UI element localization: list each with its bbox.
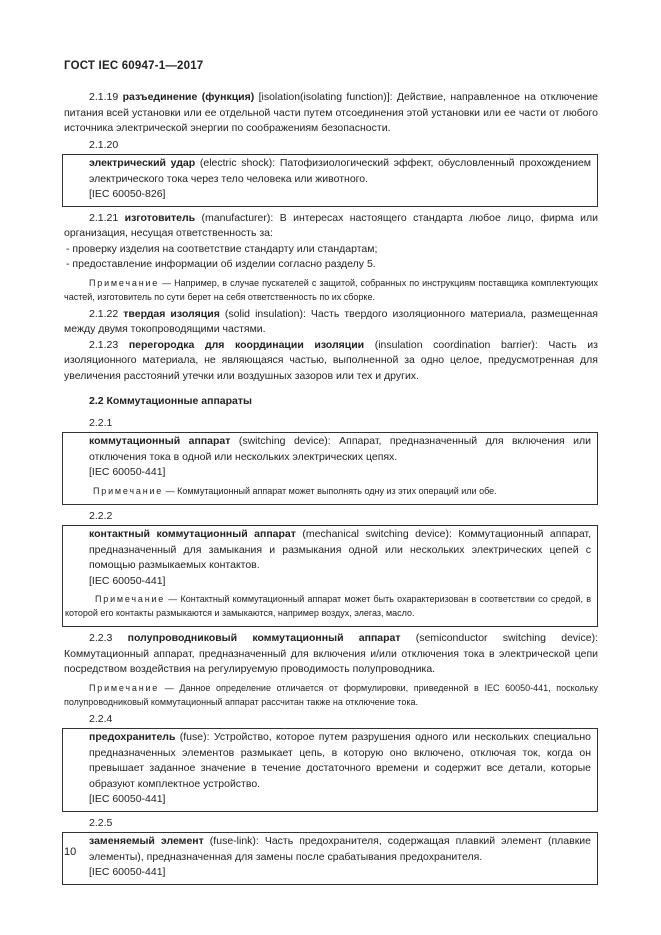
page-number: 10 bbox=[64, 846, 77, 858]
entry-number-2-1-20: 2.1.20 bbox=[89, 138, 119, 151]
note-text: — Например, в случае пускателей с защитой, собранных по инструкциям поставщика комплектующих частей, изготовитель по сути берет на себя ответственность по их сборке. bbox=[64, 277, 598, 302]
entry-number-2-2-2: 2.2.2 bbox=[89, 509, 113, 522]
entry-text: (fuse): Устройство, которое путем разрушения одного или нескольких специально предназначенных элементов размыкает цепь, в которую оно включено, отключая ток, когда он превышает заданное значение в течение достаточного времени и содержит все детали, которые образуют комплектное устройство. bbox=[89, 731, 591, 790]
entry-term: заменяемый элемент bbox=[89, 835, 204, 847]
entry-term: полупроводниковый коммутационный аппарат bbox=[127, 632, 401, 644]
reference: [IEC 60050-441] bbox=[89, 574, 166, 587]
entry-term: предохранитель bbox=[89, 731, 176, 743]
entry-number-2-2-1: 2.2.1 bbox=[89, 416, 113, 429]
reference: [IEC 60050-826] bbox=[89, 188, 166, 200]
note-label: Примечание bbox=[89, 277, 160, 288]
entry-number-2-2-5: 2.2.5 bbox=[89, 816, 113, 829]
entry-number: 2.1.23 bbox=[89, 338, 119, 351]
definition-box-2-2-5 bbox=[62, 832, 598, 885]
document-header: ГОСТ IEC 60947-1—2017 bbox=[64, 60, 204, 72]
definition-box-2-2-1 bbox=[62, 432, 598, 505]
entry-term: коммутационный аппарат bbox=[89, 435, 231, 447]
note bbox=[65, 592, 591, 620]
entry-term: контактный коммутационный аппарат bbox=[89, 528, 296, 540]
entry-number: 2.1.21 bbox=[89, 211, 119, 224]
entry-2-2-3 bbox=[64, 631, 598, 678]
note-label: Примечание bbox=[95, 594, 166, 604]
note-text: — Данное определение отличается от формулировки, приведенной в IEC 60050-441, поскольку полупроводниковый коммутационный аппарат рассчитан также на отключение тока. bbox=[64, 682, 598, 707]
note bbox=[64, 276, 598, 304]
entry-2-1-21 bbox=[64, 211, 598, 242]
entry-2-1-19 bbox=[64, 90, 598, 137]
section-title: 2.2 Коммутационные аппараты bbox=[89, 395, 253, 407]
reference: [IEC 60050-441] bbox=[89, 466, 166, 478]
list-item: - проверку изделия на соответствие стандарту или стандартам; bbox=[66, 242, 378, 255]
reference: [IEC 60050-441] bbox=[89, 793, 166, 805]
entry-text: (semiconductor switching device): Коммутационный аппарат, предназначенный для включения и/или отключения тока в электрической цепи посредством воздействия на регулируемую проводимость полупроводника. bbox=[64, 632, 598, 675]
entry-term: перегородка для координации изоляции bbox=[128, 338, 365, 351]
entry-2-1-22 bbox=[64, 307, 598, 338]
note-label: Примечание bbox=[89, 682, 160, 693]
definition-box-2-2-4 bbox=[62, 728, 598, 812]
entry-text: (manufacturer): В интересах настоящего стандарта любое лицо, фирма или организация, несущая ответственность за: bbox=[64, 211, 599, 239]
entry-term: изготовитель bbox=[124, 211, 196, 224]
definition-box-2-2-2 bbox=[62, 525, 598, 627]
entry-text: (electric shock): Патофизиологический эффект, обусловленный прохождением электрического тока через тело человека или животного. bbox=[89, 157, 592, 185]
entry-number-2-2-4: 2.2.4 bbox=[89, 712, 113, 725]
entry-number: 2.1.22 bbox=[89, 307, 119, 320]
note-text: — Коммутационный аппарат может выполнять одну из этих операций или обе. bbox=[163, 485, 497, 496]
entry-term: твердая изоляция bbox=[123, 307, 220, 320]
definition-box-2-1-20 bbox=[62, 154, 598, 207]
note-label: Примечание bbox=[93, 485, 164, 496]
entry-text: (insulation coordination barrier): Часть из изоляционного материала, не являющаяся частью, выполненной за одно целое, предусмотренная для увеличения расстояний утечки или воздушных зазоров или тех и других. bbox=[64, 338, 598, 382]
reference: [IEC 60050-441] bbox=[89, 866, 166, 878]
entry-text: [isolation(isolating function)]: Действие, направленное на отключение питания всей установки или ее отдельной части путем отсоединения этой установки или ее части от любого источника электрической энергии по соображениям безопасности. bbox=[64, 91, 598, 134]
entry-text: (mechanical switching device): Коммутационный аппарат, предназначенный для замыкания и размыкания одной или нескольких электрических цепей с помощью размыкаемых контактов. bbox=[89, 528, 591, 571]
entry-2-1-23 bbox=[64, 338, 598, 385]
document-body bbox=[64, 90, 598, 889]
note-text: — Контактный коммутационный аппарат может быть охарактеризован в соответствии со средой, в которой его контакты размыкаются и замыкаются, например воздух, элегаз, масло. bbox=[65, 594, 591, 618]
note bbox=[64, 681, 598, 709]
entry-text: (solid insulation): Часть твердого изоляционного материала, размещенная между двумя токопроводящими частями. bbox=[64, 307, 598, 335]
entry-number: 2.1.19 bbox=[89, 91, 119, 103]
entry-term: разъединение (функция) bbox=[122, 91, 255, 103]
entry-number: 2.2.3 bbox=[89, 632, 113, 644]
entry-text: (switching device): Аппарат, предназначенный для включения или отключения тока в одной или нескольких электрических цепях. bbox=[89, 435, 591, 463]
entry-text: (fuse-link): Часть предохранителя, содержащая плавкий элемент (плавкие элементы), предназначенная для замены после срабатывания предохранителя. bbox=[89, 835, 591, 863]
note bbox=[87, 484, 591, 498]
entry-term: электрический удар bbox=[89, 157, 196, 169]
list-item: - предоставление информации об изделии согласно разделу 5. bbox=[66, 258, 376, 270]
